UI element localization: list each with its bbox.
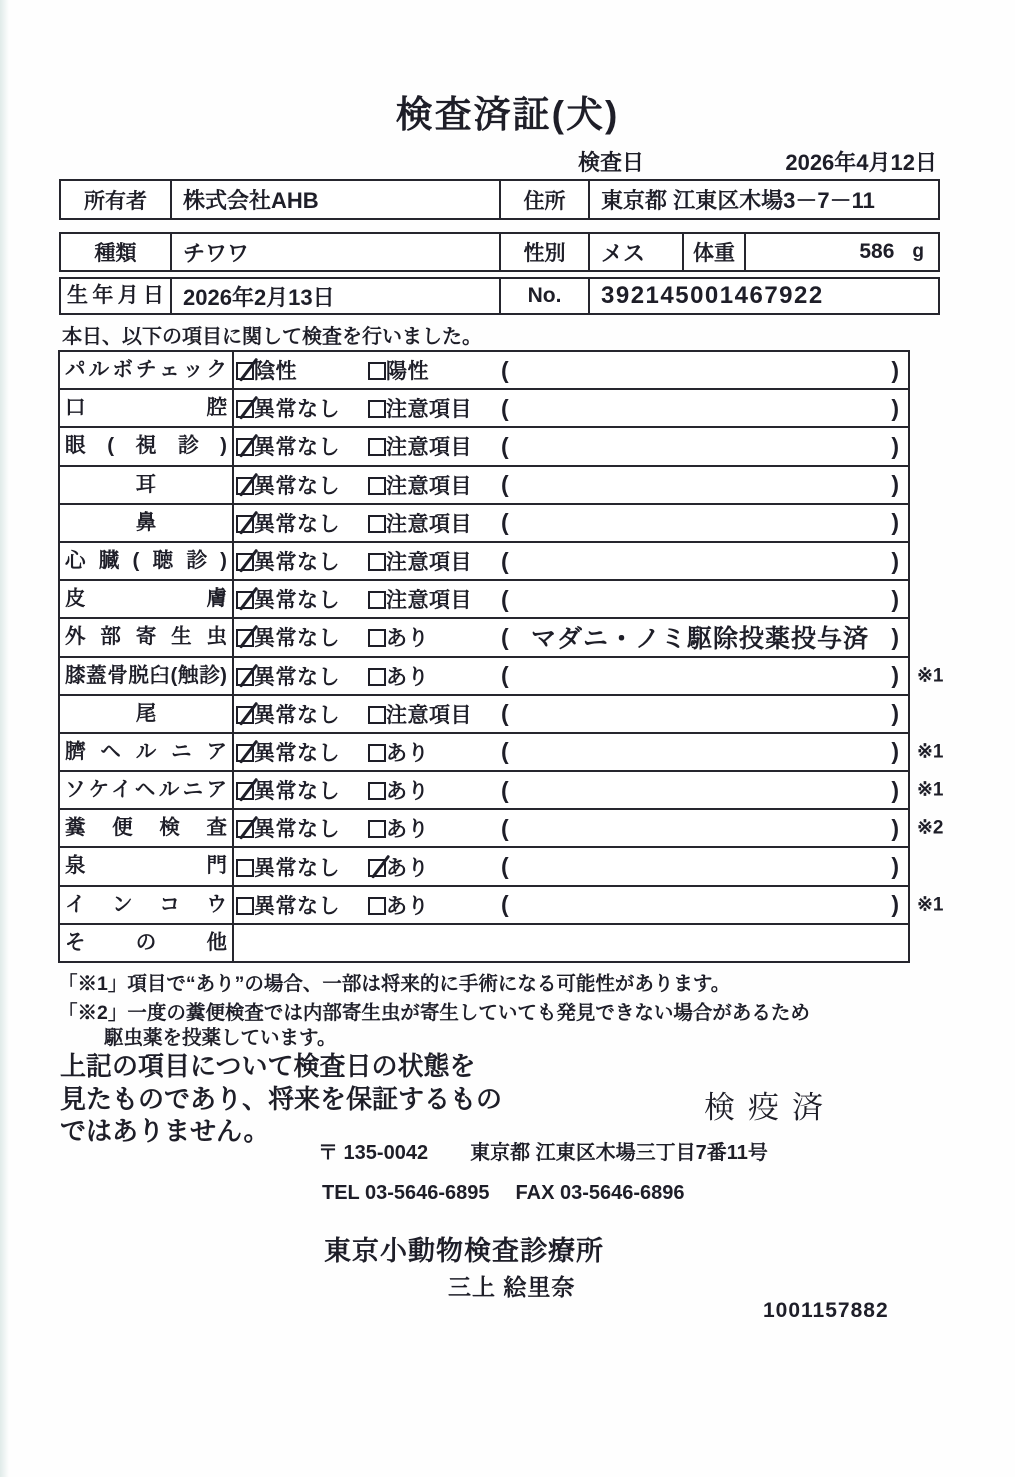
examiner-name: 三上 絵里奈: [448, 1274, 576, 1300]
birth-value: 2026年2月13日: [170, 279, 499, 313]
option-label: 異常なし: [254, 436, 340, 460]
result-checkbox: [368, 400, 386, 418]
exam-row: [60, 925, 908, 961]
exam-row-body: [234, 505, 908, 541]
exam-item-label: 臍ヘルニア: [60, 734, 234, 770]
animal-table: [59, 232, 940, 272]
result-checkbox: [368, 438, 386, 456]
result-checkbox: [236, 744, 254, 762]
exam-row-body: [234, 772, 908, 808]
exam-row: [60, 505, 908, 543]
exam-item-label: 泉門: [60, 848, 234, 884]
result-checkbox: [236, 362, 254, 380]
option-label: 異常なし: [254, 474, 340, 498]
exam-row-body: [234, 543, 908, 579]
paren-field: [501, 777, 908, 804]
exam-item-label: 耳: [60, 467, 234, 503]
weight-value: 586: [859, 240, 895, 263]
exam-intro: 本日、以下の項目に関して検査を行いました。: [62, 326, 482, 348]
paren-field: [501, 548, 908, 575]
option-label: 注意項目: [386, 551, 472, 575]
option-label: 注意項目: [386, 589, 472, 613]
result-checkbox: [368, 362, 386, 380]
exam-row: [60, 772, 944, 810]
option-label: 注意項目: [386, 436, 472, 460]
note-marker: ※2: [917, 817, 944, 839]
owner-table: [59, 179, 940, 220]
paren-field: [501, 433, 908, 460]
paren-field: [501, 891, 908, 918]
owner-label: 所有者: [84, 189, 147, 213]
result-checkbox: [368, 668, 386, 686]
result-checkbox: [236, 553, 254, 571]
exam-item-label: 心臓(聴診): [60, 543, 234, 579]
note-marker: ※1: [917, 741, 944, 763]
result-checkbox: [236, 591, 254, 609]
option-label: 異常なし: [254, 894, 340, 918]
sex-label: 性別: [499, 234, 588, 270]
option-label: あり: [386, 780, 429, 804]
result-checkbox: [368, 629, 386, 647]
exam-row: [60, 887, 944, 925]
option-label: 異常なし: [254, 589, 340, 613]
option-label: あり: [386, 741, 429, 765]
option-label: あり: [386, 856, 429, 880]
result-checkbox: [236, 438, 254, 456]
option-label: 異常なし: [254, 512, 340, 536]
exam-row: [60, 428, 908, 466]
exam-row-body: [234, 810, 908, 846]
address-label: 住所: [499, 181, 588, 218]
disclaimer-line: 見たものであり、将来を保証するもの: [60, 1083, 503, 1114]
exam-row: [60, 696, 908, 734]
exam-row: [60, 352, 908, 390]
exam-row-body: [234, 581, 908, 617]
tel-number: TEL 03-5646-6895: [322, 1182, 490, 1204]
option-label: あり: [386, 665, 429, 689]
result-checkbox: [236, 706, 254, 724]
option-label: 異常なし: [254, 551, 340, 575]
option-label: 陰性: [254, 360, 297, 384]
option-label: 注意項目: [386, 512, 472, 536]
result-checkbox: [236, 629, 254, 647]
result-checkbox: [368, 553, 386, 571]
weight-unit: g: [912, 241, 924, 262]
birth-table: [59, 277, 940, 315]
exam-row-body: [234, 848, 908, 884]
paren-field: [501, 700, 908, 727]
disclaimer-line: 上記の項目について検査日の状態を: [60, 1051, 476, 1081]
exam-row: [60, 658, 944, 696]
clinic-telfax-row: [322, 1182, 685, 1205]
option-label: 注意項目: [386, 474, 472, 498]
breed-value: チワワ: [170, 234, 499, 270]
paren-content: ( マダニ・ノミ駆除投薬投与済: [530, 625, 869, 654]
exam-row: [60, 543, 908, 581]
exam-row: [60, 619, 908, 657]
result-checkbox: [368, 820, 386, 838]
result-checkbox: [236, 897, 254, 915]
exam-item-label: 膝蓋骨脱臼(触診): [60, 658, 234, 694]
fax-number: FAX 03-5646-6896: [515, 1182, 685, 1204]
quarantine-stamp: 検疫済: [704, 1090, 836, 1125]
footnote-2-line1: 「※2」一度の糞便検査では内部寄生虫が寄生していても発見できない場合があるため: [58, 1002, 810, 1024]
exam-item-label: パルボチェック: [60, 352, 234, 388]
result-checkbox: [368, 782, 386, 800]
disclaimer-line: ではありません。: [60, 1116, 270, 1146]
no-value: 392145001467922: [588, 279, 938, 313]
exam-table: [58, 350, 944, 963]
exam-row: [60, 734, 944, 772]
option-label: 異常なし: [254, 741, 340, 765]
exam-item-label: 眼(視診): [60, 428, 234, 464]
exam-date-label: 検査日: [578, 150, 645, 175]
result-checkbox: [236, 782, 254, 800]
exam-item-label: その他: [60, 925, 234, 961]
paren-field: [501, 471, 908, 498]
exam-row: [60, 467, 908, 505]
clinic-postal-row: [318, 1136, 768, 1165]
result-checkbox: [368, 477, 386, 495]
exam-item-label: 糞便検査: [60, 810, 234, 846]
result-checkbox: [368, 744, 386, 762]
paren-field: [501, 509, 908, 536]
paren-field: [501, 738, 908, 765]
option-label: 陽性: [386, 360, 429, 384]
paren-field: [501, 815, 908, 842]
exam-row: [60, 848, 908, 886]
postal-code: 〒 135-0042: [318, 1142, 429, 1164]
option-label: 異常なし: [254, 856, 340, 880]
result-checkbox: [236, 859, 254, 877]
option-label: 異常なし: [254, 780, 340, 804]
option-label: 異常なし: [254, 818, 340, 842]
exam-row-body: [234, 696, 908, 732]
result-checkbox: [368, 591, 386, 609]
option-label: 注意項目: [386, 398, 472, 422]
paren-field: [501, 619, 908, 655]
option-label: あり: [386, 627, 429, 651]
note-marker: ※1: [917, 779, 944, 801]
exam-row: [60, 810, 944, 848]
exam-row-body: [234, 467, 908, 503]
exam-item-label: 外部寄生虫: [60, 619, 234, 655]
exam-row-body: [234, 887, 908, 923]
option-label: あり: [386, 894, 429, 918]
option-label: あり: [386, 818, 429, 842]
exam-row-body: [234, 734, 908, 770]
exam-row-body: [234, 619, 908, 655]
exam-row-body: [234, 390, 908, 426]
clinic-address: 東京都 江東区木場三丁目7番11号: [470, 1142, 768, 1164]
option-label: 異常なし: [254, 703, 340, 727]
no-label: No.: [499, 279, 588, 313]
exam-item-label: インコウ: [60, 887, 234, 923]
exam-row: [60, 581, 908, 619]
certificate-number: 1001157882: [763, 1299, 889, 1322]
result-checkbox: [236, 477, 254, 495]
clinic-name: 東京小動物検査診療所: [324, 1236, 604, 1266]
result-checkbox: [236, 400, 254, 418]
exam-row-body: [234, 925, 908, 961]
result-checkbox: [368, 515, 386, 533]
paren-field: [501, 853, 908, 880]
result-checkbox: [368, 706, 386, 724]
option-label: 異常なし: [254, 627, 340, 651]
sex-value: メス: [588, 234, 682, 270]
option-label: 異常なし: [254, 398, 340, 422]
note-marker: ※1: [917, 665, 944, 687]
paren-field: [501, 662, 908, 689]
paren-field: [501, 586, 908, 613]
result-checkbox: [368, 859, 386, 877]
scan-edge-artifact: [0, 0, 9, 1477]
footnote-1: 「※1」項目で“あり”の場合、一部は将来的に手術になる可能性があります。: [58, 973, 731, 995]
option-label: 注意項目: [386, 703, 472, 727]
exam-row-body: [234, 352, 908, 388]
exam-date-value: 2026年4月12日: [785, 150, 937, 175]
result-checkbox: [368, 897, 386, 915]
result-checkbox: [236, 820, 254, 838]
weight-label: 体重: [682, 234, 744, 270]
paren-field: [501, 395, 908, 422]
weight-cell: [744, 234, 938, 270]
footnote-2-line2: 駆虫薬を投薬しています。: [104, 1027, 337, 1049]
disclaimer-text: [60, 1050, 502, 1148]
option-label: 異常なし: [254, 665, 340, 689]
address-value: 東京都 江東区木場3－7－11: [588, 181, 938, 218]
owner-value: 株式会社AHB: [170, 181, 499, 218]
note-marker: ※1: [917, 894, 944, 916]
exam-item-label: 口腔: [60, 390, 234, 426]
breed-label: 種類: [94, 242, 137, 265]
result-checkbox: [236, 668, 254, 686]
exam-item-label: 鼻: [60, 505, 234, 541]
exam-item-label: ソケイヘルニア: [60, 772, 234, 808]
exam-row: [60, 390, 908, 428]
exam-item-label: 尾: [60, 696, 234, 732]
paren-field: [501, 357, 908, 384]
birth-label: 生年月日: [67, 284, 164, 307]
exam-item-label: 皮膚: [60, 581, 234, 617]
exam-row-body: [234, 428, 908, 464]
exam-row-body: [234, 658, 908, 694]
exam-date-row: [578, 146, 937, 177]
doc-title: 検査済証(犬): [395, 94, 620, 135]
result-checkbox: [236, 515, 254, 533]
